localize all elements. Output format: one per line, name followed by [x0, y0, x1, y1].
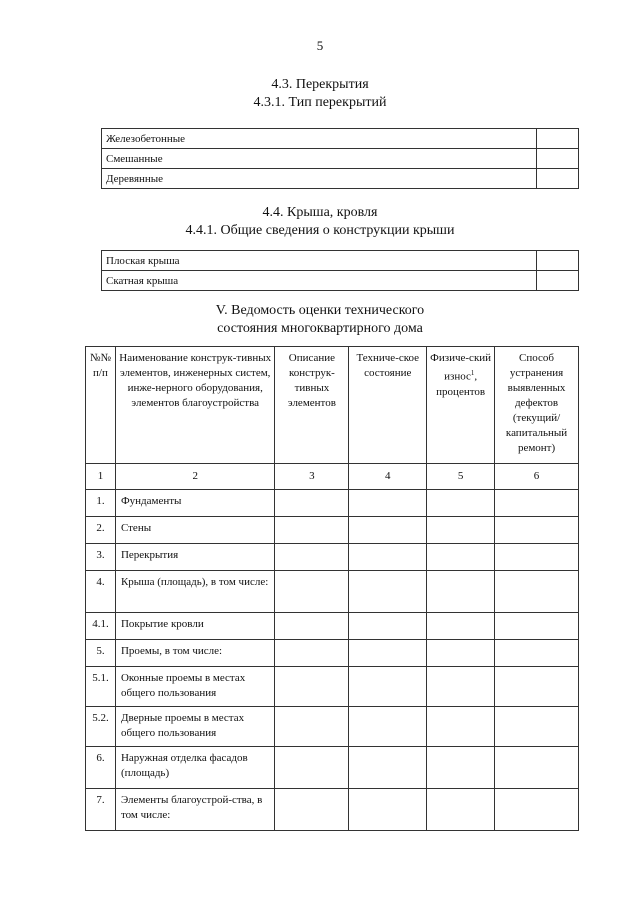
- header-wear: [427, 347, 495, 464]
- column-number: 2: [115, 464, 275, 490]
- table-cell: [427, 707, 495, 747]
- table-row: [102, 271, 579, 291]
- row-element-name: Фундаменты: [115, 490, 275, 517]
- floor-type-label: Деревянные: [102, 169, 537, 189]
- row-element-name: Крыша (площадь), в том числе:: [115, 571, 275, 613]
- page-number: 5: [316, 38, 324, 53]
- table-row: [86, 571, 579, 613]
- column-number: 4: [349, 464, 427, 490]
- table-row: [86, 667, 579, 707]
- row-number: 4.1.: [86, 613, 116, 640]
- table-cell: [275, 613, 349, 640]
- table-cell: [349, 747, 427, 789]
- row-number: 7.: [86, 789, 116, 831]
- table-row: [102, 169, 579, 189]
- table-row: [86, 747, 579, 789]
- row-number: 5.: [86, 640, 116, 667]
- table-cell: [349, 667, 427, 707]
- roof-type-label: Плоская крыша: [102, 251, 537, 271]
- table-row: [86, 707, 579, 747]
- table-cell: [275, 747, 349, 789]
- section-5-title-line2: состояния многоквартирного дома: [217, 321, 423, 336]
- table-cell: [275, 789, 349, 831]
- floor-type-label: Железобетонные: [102, 129, 537, 149]
- header-number: №№ п/п: [86, 347, 116, 464]
- table-cell: [495, 613, 579, 640]
- column-number: 6: [495, 464, 579, 490]
- row-element-name: Дверные проемы в местах общего пользования: [115, 707, 275, 747]
- table-cell: [275, 667, 349, 707]
- row-number: 1.: [86, 490, 116, 517]
- table-cell: [495, 490, 579, 517]
- column-number: 1: [86, 464, 116, 490]
- table-row: [102, 149, 579, 169]
- section-5-title-line1: V. Ведомость оценки технического: [215, 303, 425, 318]
- section-4-4-subtitle: 4.4.1. Общие сведения о конструкции крыши: [185, 223, 455, 238]
- table-cell: [349, 613, 427, 640]
- table-cell: [427, 613, 495, 640]
- table-cell: [427, 517, 495, 544]
- row-element-name: Покрытие кровли: [115, 613, 275, 640]
- footnote-marker: 1: [470, 369, 475, 377]
- row-element-name: Оконные проемы в местах общего пользования: [115, 667, 275, 707]
- table-cell: [495, 544, 579, 571]
- row-element-name: Стены: [115, 517, 275, 544]
- table-cell: [427, 789, 495, 831]
- table-row: [86, 490, 579, 517]
- table-cell: [427, 640, 495, 667]
- table-cell: [537, 251, 579, 271]
- header-element-name: Наименование конструк-тивных элементов, инженерных систем, инже-нерного оборудования, элементов благоустройства: [115, 347, 275, 464]
- row-element-name: Элементы благоустрой-ства, в том числе:: [115, 789, 275, 831]
- table-cell: [349, 490, 427, 517]
- header-condition: Техниче-ское состояние: [349, 347, 427, 464]
- table-row: [86, 789, 579, 831]
- table-cell: [427, 571, 495, 613]
- table-cell: [427, 747, 495, 789]
- table-cell: [537, 169, 579, 189]
- column-number: 3: [275, 464, 349, 490]
- column-number: 5: [427, 464, 495, 490]
- row-number: 5.2.: [86, 707, 116, 747]
- table-cell: [349, 789, 427, 831]
- table-cell: [349, 707, 427, 747]
- table-row: [86, 544, 579, 571]
- table-cell: [349, 544, 427, 571]
- row-element-name: Наружная отделка фасадов (площадь): [115, 747, 275, 789]
- floor-types-table: [101, 128, 579, 189]
- header-description: Описание конструк-тивных элементов: [275, 347, 349, 464]
- table-row: [102, 129, 579, 149]
- table-header-row: [86, 347, 579, 464]
- table-cell: [275, 640, 349, 667]
- table-cell: [275, 571, 349, 613]
- table-cell: [495, 640, 579, 667]
- roof-type-label: Скатная крыша: [102, 271, 537, 291]
- table-cell: [275, 707, 349, 747]
- table-row: [86, 640, 579, 667]
- table-cell: [349, 571, 427, 613]
- table-cell: [537, 129, 579, 149]
- row-number: 2.: [86, 517, 116, 544]
- condition-assessment-table: [85, 346, 579, 831]
- section-4-3-title: 4.3. Перекрытия: [271, 77, 369, 92]
- table-cell: [349, 640, 427, 667]
- table-cell: [495, 571, 579, 613]
- table-cell: [275, 544, 349, 571]
- header-wear-tail: , процентов: [436, 370, 486, 398]
- table-cell: [495, 667, 579, 707]
- row-number: 5.1.: [86, 667, 116, 707]
- section-4-4-title: 4.4. Крыша, кровля: [262, 205, 378, 220]
- table-cell: [275, 517, 349, 544]
- table-cell: [495, 789, 579, 831]
- roof-table: [101, 250, 579, 291]
- table-cell: [495, 747, 579, 789]
- table-cell: [537, 149, 579, 169]
- row-number: 6.: [86, 747, 116, 789]
- table-cell: [349, 517, 427, 544]
- table-row: [102, 251, 579, 271]
- table-cell: [427, 544, 495, 571]
- table-cell: [495, 517, 579, 544]
- row-element-name: Проемы, в том числе:: [115, 640, 275, 667]
- table-row: [86, 613, 579, 640]
- row-number: 4.: [86, 571, 116, 613]
- table-cell: [427, 667, 495, 707]
- column-number-row: [86, 464, 579, 490]
- table-cell: [495, 707, 579, 747]
- header-wear-text: Физиче-ский износ: [430, 352, 492, 383]
- table-cell: [275, 490, 349, 517]
- row-number: 3.: [86, 544, 116, 571]
- table-cell: [537, 271, 579, 291]
- header-repair-method: Способ устранения выявленных дефектов (текущий/ капитальный ремонт): [495, 347, 579, 464]
- section-4-3-subtitle: 4.3.1. Тип перекрытий: [253, 95, 387, 110]
- table-row: [86, 517, 579, 544]
- floor-type-label: Смешанные: [102, 149, 537, 169]
- row-element-name: Перекрытия: [115, 544, 275, 571]
- table-cell: [427, 490, 495, 517]
